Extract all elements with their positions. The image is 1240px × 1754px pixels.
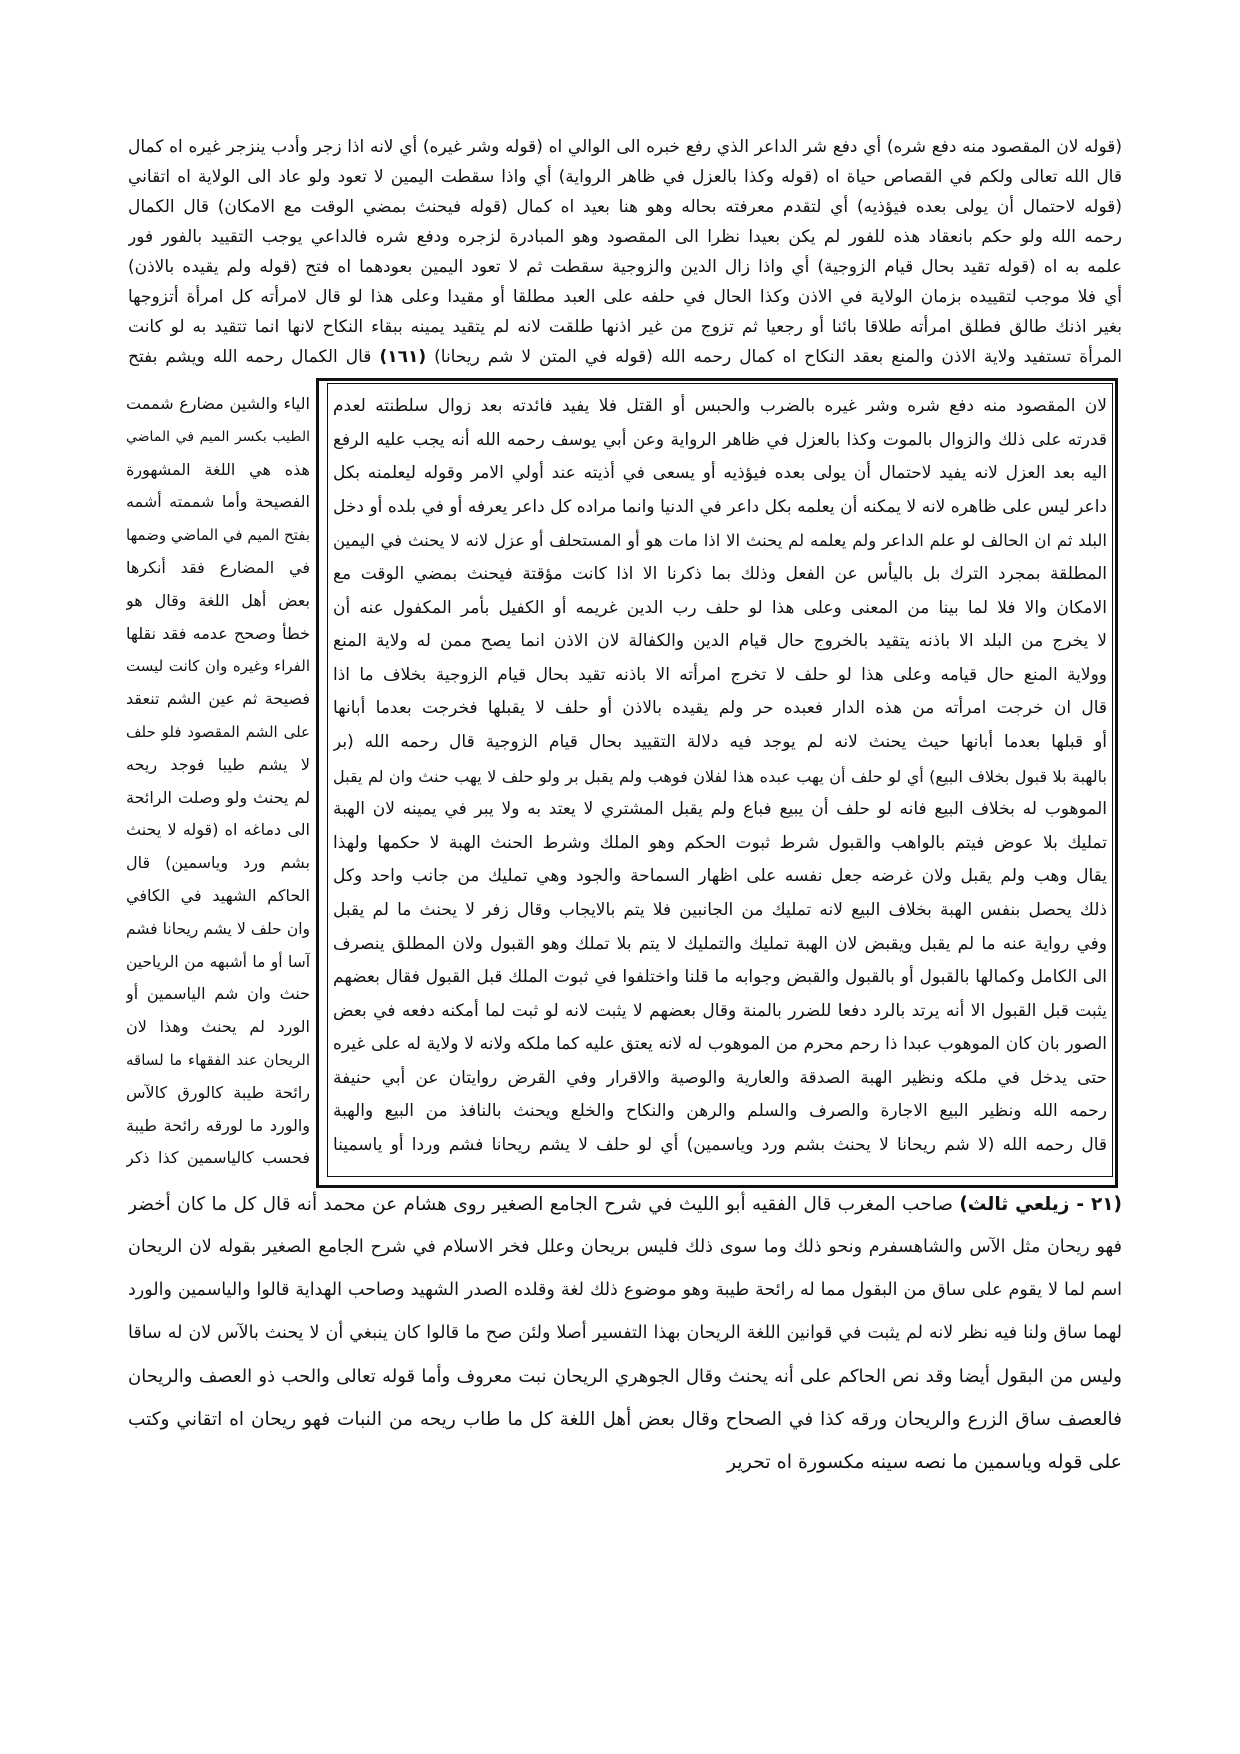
side-commentary-line: هذه هي اللغة المشهورة (126, 459, 310, 479)
side-commentary-line: في المضارع فقد أنكرها (126, 557, 310, 577)
main-text-line: الموهوب له بخلاف البيع فانه لو حلف أن يبيع فباع ولم يقبل المشتري لا يعتد به ولا يبر في يمينه لان الهبة (333, 799, 1107, 820)
main-text-line: تمليك بلا عوض فيتم بالواهب والقبول شرط ثبوت الحكم وهو الملك وشرط الحنث الهبة لا حكمها ولهذا (333, 832, 1107, 853)
side-commentary-line: الحاكم الشهيد في الكافي (126, 885, 310, 905)
main-text-line: البلد ثم ان الحالف لو علم الداعر ولم يعلمه لم يحنث الا اذا مات هو أو المستحلف أو عزل لانه لا يحنث في اليمين (333, 531, 1107, 551)
commentary-text: قال الكمال رحمه الله ويشم بفتح (128, 347, 372, 367)
main-text-line: لان المقصود منه دفع شره وشر غيره بالضرب والحبس أو القتل فلا يفيد فائدته بعد زوال سلطنته لعدم (333, 396, 1107, 416)
main-text-line: وفي رواية عنه ما لم يقبل ويقبض لان الهبة تمليك والتمليك لا يتم بلا تملك وهو القبول ولان المطلق ينصرف (333, 933, 1107, 954)
main-text-body (327, 383, 1113, 1177)
commentary-line: رحمه الله ولو حكم بانعقاد هذه للفور لم يكن بعيدا نظرا الى المقصود وهو المبادرة لزجره ودفع شره فالداعي يوجب التقييد بالفور فور (128, 227, 1122, 247)
main-text-line: أو قبلها بعدما أبانها حيث يحنث لانه لم يوجد فيه دلالة التقييد بحال قيام الزوجية قال رحمه الله (بر (333, 731, 1107, 752)
side-commentary-line: الفصيحة وأما شممته أشمه (126, 492, 310, 512)
commentary-line-with-page-number (128, 342, 1122, 372)
main-text-line: حتى يدخل في ملكه ونظير الهبة الصدقة والعارية والوصية والاقرار وفي القرض روايتان عن أبي حنيفة (333, 1067, 1107, 1088)
commentary-line-with-signature (128, 1183, 1122, 1226)
side-commentary-line: لا يشم طيبا فوجد ريحه (126, 754, 310, 774)
commentary-line: فالعصف ساق الزرع والريحان ورقه كذا في الصحاح وقال بعض أهل اللغة كل ما طاب ريحه من النبات فهو ريحان اه اتقاني وكتب (128, 1409, 1122, 1430)
main-text-line: قدرته على ذلك والزوال بالموت وكذا بالعزل في ظاهر الرواية وعن أبي يوسف رحمه الله أنه يجب عليه الرفع (333, 429, 1107, 450)
commentary-line: (قوله لان المقصود منه دفع شره) أي دفع شر الداعر الذي رفع خبره الى الوالي اه (قوله وشر غيره) أي لانه اذا زجر وأدب ينزجر غيره اه كمال (128, 137, 1122, 157)
side-commentary-line: والورد ما لورقه رائحة طيبة (126, 1115, 310, 1135)
main-text-line: قال ان خرجت امرأته من هذه الدار فعبده حر ولم يقيده بالاذن أو حلف لا يقبلها فخرجت بعدما أبانها (333, 698, 1107, 719)
main-text-line: الامكان والا فلا لما بينا من المعنى وعلى هذا لو حلف رب الدين غريمه أو الكفيل بأمر المكفول عنه أن (333, 597, 1107, 618)
side-commentary-line: رائحة طيبة كالورق كالآس (126, 1082, 310, 1102)
commentary-line: على قوله وياسمين ما نصه سينه مكسورة اه تحرير (726, 1451, 1122, 1473)
commentary-line: فهو ريحان مثل الآس والشاهسفرم ونحو ذلك وما سوى ذلك فليس بريحان وعلل فخر الاسلام في شرح الجامع الصغير بقوله لان الريحان (128, 1237, 1122, 1257)
main-text-line: يثبت قبل القبول الا أنه يرتد بالرد دفعا للضرر بالمنة وقال بعضهم لا يثبت لانه لو ثبت لما أمكنه دفعه في بعض (333, 1000, 1107, 1021)
side-commentary-line: حنث وان شم الياسمين أو (126, 984, 310, 1004)
side-commentary-line: الطيب بكسر الميم في الماضي (126, 428, 310, 445)
side-commentary-line: الريحان عند الفقهاء ما لساقه (126, 1050, 310, 1069)
side-commentary-line: وان حلف لا يشم ريحانا فشم (126, 919, 310, 938)
side-commentary-line: آسا أو ما أشبهه من الرياحين (126, 952, 310, 971)
commentary-line: وليس من البقول أيضا وقد نص الحاكم على أنه يحنث وقال الجوهري الريحان نبت معروف وأما قوله تعالى والحب ذو العصف والريحان (128, 1366, 1122, 1387)
commentary-line: (قوله لاحتمال أن يولى بعده فيؤذيه) أي لتقدم معرفته بحاله وهو هنا بعيد اه كمال (قوله فيحنث بمضي الوقت مع الامكان) قال الكمال (128, 197, 1122, 217)
main-text-line: ذلك يحصل بنفس الهبة بخلاف البيع لانه تمليك من الجانبين فلا يتم بالايجاب وقال زفر لا يحنث ما لم يقبل (333, 899, 1107, 920)
main-text-line: لا يخرج من البلد الا باذنه يتقيد بالخروج حال قيام الدين والكفالة لان الاذن انما يصح ممن له ولاية المنع (333, 631, 1107, 652)
bottom-commentary (128, 1183, 1122, 1484)
main-text-line: يقال وهب ولم يقبل ولان غرضه جعل نفسه على اظهار السماحة والجود وهي تمليك من جانب واحد وكل (333, 866, 1107, 887)
main-text-line: اليه بعد العزل لانه يفيد لاحتمال أن يولى بعده فيؤذيه أو يسعى في أذيته عند أولي الامر وقوله ليعلمنه بكل (333, 463, 1107, 484)
side-commentary-line: بفتح الميم في الماضي وضمها (126, 526, 310, 545)
commentary-line: قال الله تعالى ولكم في القصاص حياة اه (قوله وكذا بالعزل في ظاهر الرواية) أي واذا سقطت اليمين لا تعود ولو عاد الى الولاية اه اتقاني (128, 167, 1122, 187)
main-text-line: الى الكامل وكمالها بالقبول أو بالقبول والقبض وجوابه ما قلنا واختلفوا في ثبوت الملك قبل القبول فقال بعضهم (333, 967, 1107, 988)
side-commentary-line: بعض أهل اللغة وقال هو (126, 590, 310, 610)
main-text-line: رحمه الله ونظير البيع الاجارة والصرف والسلم والرهن والنكاح والخلع ويحنث بالنافذ من البيع والهبة (333, 1101, 1107, 1122)
side-commentary-line: بشم ورد وياسمين) قال (126, 853, 310, 873)
main-text-line: وولاية المنع حال قيامه وعلى هذا لو حلف لا تخرج امرأته الا باذنه تقيد بحال قيام الزوجية بخلاف ما اذا (333, 664, 1107, 685)
page-number: (١٦١) (379, 347, 427, 367)
main-text-frame (316, 378, 1118, 1188)
commentary-line: لهما ساق ولنا فيه نظر لانه لم يثبت في قوانين اللغة الريحان بهذا التفسير أصلا ولئن صح ما قالوا كان ينبغي أن لا يحنث بالآس لان له ساقا (128, 1323, 1122, 1343)
signature-mark: (٢١ - زيلعي ثالث) (959, 1194, 1122, 1215)
commentary-line: علمه به اه (قوله تقيد بحال قيام الزوجية) أي واذا زال الدين والزوجية سقطت ثم لا تعود اليمين بعودهما اه فتح (قوله ولم يقيده بالاذن) (128, 257, 1122, 277)
commentary-line: اسم لما لا يقوم على ساق من البقول مما له رائحة طيبة وهو موضوع ذلك لغة وقلده الصدر الشهيد وصاحب الهداية قالوا والياسمين والورد (128, 1280, 1122, 1300)
commentary-line: بغير اذنك طالق فطلق امرأته طلاقا بائنا أو رجعيا ثم تزوج من غير اذنها طلقت لانه لم يتقيد يمينه ببقاء النكاح لانها انما تتقيد به لو كانت (128, 317, 1122, 337)
commentary-line: أي فلا موجب لتقييده بزمان الولاية في الاذن وكذا الحال في حلفه على العبد مطلقا أو مقيدا وعلى هذا لو قال لامرأته كل امرأة أتزوجها (128, 287, 1122, 307)
side-commentary (126, 388, 310, 1175)
side-commentary-line: على الشم المقصود فلو حلف (126, 722, 310, 741)
top-commentary (128, 132, 1122, 372)
side-commentary-line: الياء والشين مضارع شممت (126, 394, 310, 413)
commentary-text: المرأة تستفيد ولاية الاذن والمنع بعقد النكاح اه كمال رحمه الله (قوله في المتن لا شم ريحانا) (434, 347, 1122, 367)
side-commentary-line: الورد لم يحنث وهذا لان (126, 1017, 310, 1037)
side-commentary-line: خطأ وصحح عدمه فقد نقلها (126, 623, 310, 643)
main-text-line: الصور بان كان الموهوب عبدا ذا رحم محرم من الموهوب له لانه يعتق عليه كما ملكه ولانه لا ولاية له على غيره (333, 1034, 1107, 1055)
main-text-line: بالهبة بلا قبول بخلاف البيع) أي لو حلف أن يهب عبده هذا لفلان فوهب ولم يقبل بر ولو حلف لا يهب حنث وان لم يقبل (333, 766, 1107, 786)
side-commentary-line: فصيحة ثم عين الشم تنعقد (126, 689, 310, 709)
main-text-line: داعر ليس على ظاهره لانه لا يمكنه أن يعلمه بكل داعر في الدنيا وانما مراده كل داعر يعرفه أو في بلده أو دخل (333, 496, 1107, 517)
side-commentary-line: الفراء وغيره وان كانت ليست (126, 657, 310, 676)
side-commentary-line: فحسب كالياسمين كذا ذكر (126, 1148, 310, 1168)
main-text-line: المطلقة بمجرد الترك بل باليأس عن الفعل وذلك بما ذكرنا الا اذا كانت مؤقتة فيحنث بمضي الوقت مع (333, 563, 1107, 584)
main-text-line: قال رحمه الله (لا شم ريحانا لا يحنث بشم ورد وياسمين) أي لو حلف لا يشم ريحانا فشم وردا أو ياسمينا (333, 1135, 1107, 1156)
commentary-text: صاحب المغرب قال الفقيه أبو الليث في شرح الجامع الصغير روى هشام عن محمد أنه قال كل ما كان أخضر (128, 1194, 953, 1215)
side-commentary-line: لم يحنث ولو وصلت الرائحة (126, 787, 310, 807)
side-commentary-line: الى دماغه اه (قوله لا يحنث (126, 820, 310, 840)
